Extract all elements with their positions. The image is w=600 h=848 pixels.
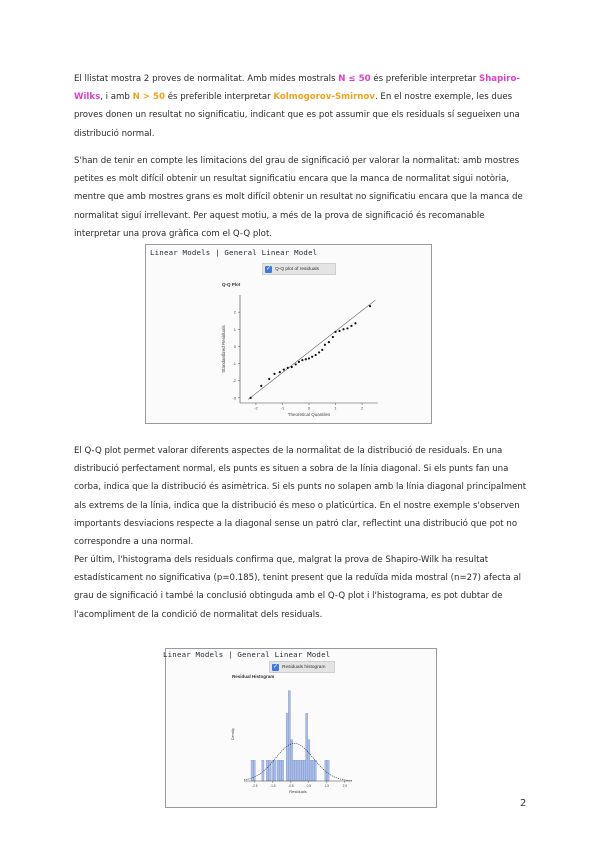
qq-y-tick-label: 2	[233, 309, 236, 315]
qq-point	[298, 361, 300, 363]
qq-x-label: Theoretical Quantiles	[287, 412, 331, 417]
qq-plot-screenshot	[145, 244, 432, 424]
histogram-bar	[253, 760, 255, 781]
qq-y-tick-label: 0	[233, 343, 236, 349]
qq-x-tick-label: 0	[307, 405, 311, 411]
histogram-bar	[295, 760, 297, 781]
histogram-bar	[274, 760, 276, 781]
qq-point	[332, 336, 334, 338]
qq-point	[301, 359, 303, 361]
histogram-bar	[327, 760, 329, 781]
qq-point	[328, 341, 330, 343]
qq-point	[308, 357, 310, 359]
qq-y-label: Standardized Residuals	[221, 325, 226, 373]
histogram-bar	[290, 740, 292, 781]
checkbox-checked-icon[interactable]: ✓	[272, 663, 279, 670]
histogram-bar	[297, 760, 299, 781]
qq-plot-chart	[218, 289, 388, 423]
qq-point	[350, 325, 352, 327]
histogram-screenshot	[165, 648, 437, 808]
paragraph-qq-interpretation: El Q-Q plot permet valorar diferents aspectes de la normalitat de la distribució de residuals. En una distribució perfectament normal, els punts es situen a sobra de la línia diagonal. Si els punts fan una corba, indica que la distribució és asimètrica. Si els punts no solapen amb la línia diagonal principalment als extrems de la línia, indica que la distribució és meso o platicúrtica. En el nostre exemple s'observen importants desviacions respecte a la diagonal sense un patró clar, reflectint una distribució que pot no correspondre a una normal.	[74, 446, 527, 548]
qq-plot-title: Q-Q Plot	[222, 282, 241, 287]
qq-point	[287, 367, 289, 369]
histogram-bar	[299, 760, 301, 781]
shapiro-wilks-highlight: Shapiro-Wilks	[74, 74, 520, 103]
paragraph-normality-tests: El llistat mostra 2 proves de normalitat. Amb mides mostrals N ≤ 50 és preferible interpretar Shapiro-Wilks, i amb N > 50 és preferible interpretar Kolmogorov-Smirnov. En el nostre exemple, les dues proves donen un resultat no significatiu, indicant que es pot assumir que els residuals sí segueixen una distribució normal.	[74, 74, 520, 139]
histogram-bar	[277, 760, 279, 781]
qq-y-tick-label: -3	[232, 395, 236, 401]
histogram-bar	[281, 760, 283, 781]
histogram-bar	[308, 740, 310, 781]
paragraph-limitations: S'han de tenir en compte les limitacions del grau de significació per valorar la normalitat: amb mostres petites es molt difícil obtenir un resultat significatiu encara que la manca de normalitat sigui notòria, mentre que amb mostres grans es molt difícil obtenir un resultat no significatiu encara que la manca de normalitat sigui irrellevant. Per aquest motiu, a més de la prova de significació és recomanable interpretar una prova gràfica com el Q-Q plot.	[74, 156, 523, 239]
hist-x-tick-label: 2.5	[342, 784, 348, 788]
kolmogorov-smirnov-highlight: Kolmogorov-Smirnov	[273, 92, 375, 103]
hist-checkbox-row[interactable]	[269, 661, 335, 673]
qq-y-tick-label: 1	[233, 326, 236, 332]
qq-point	[315, 354, 317, 356]
qq-point	[260, 385, 262, 387]
qq-checkbox-row[interactable]	[262, 263, 336, 275]
qq-y-tick-label: -2	[232, 378, 236, 384]
qq-reference-line	[248, 300, 375, 399]
qq-point	[321, 349, 323, 351]
qq-point	[342, 328, 344, 330]
histogram-bar	[288, 691, 290, 781]
histogram-chart	[226, 681, 356, 805]
qq-point	[324, 344, 326, 346]
qq-screenshot-title: Linear Models | General Linear Model	[150, 248, 318, 257]
hist-plot-title: Residual Histogram	[232, 674, 275, 679]
histogram-bar	[314, 760, 316, 781]
hist-x-tick-label: -0.5	[288, 784, 294, 788]
qq-point	[250, 397, 252, 399]
qq-x-tick-label: 1	[334, 405, 337, 411]
hist-x-tick-label: 1.5	[324, 784, 330, 788]
histogram-bar	[303, 760, 305, 781]
hist-y-label: Density	[231, 728, 235, 740]
qq-point	[338, 330, 340, 332]
qq-point	[273, 373, 275, 375]
page-number: 2	[520, 798, 527, 809]
qq-point	[305, 358, 307, 360]
qq-point	[279, 371, 281, 373]
hist-x-tick-label: -1.5	[270, 784, 276, 788]
qq-y-tick-label: -1	[232, 361, 236, 367]
histogram-bar	[268, 760, 270, 781]
hist-x-tick-label: 0.5	[306, 784, 312, 788]
histogram-bar	[306, 713, 308, 781]
histogram-bar	[266, 760, 268, 781]
paragraph-histogram-conclusion: Per últim, l'histograma dels residuals confirma que, malgrat la prova de Shapiro-Wilk ha resultat estadísticament no significativa (p=0.185), tenint present que la reduïda mida mostral (n=27) afecta al grau de significació i també la conclusió obtinguda amb el Q-Q plot i l'histograma, es pot dubtar de l'acompliment de la condició de normalitat dels residuals.	[74, 555, 522, 620]
histogram-bar	[310, 760, 312, 781]
hist-checkbox-label: Residuals histogram	[282, 664, 326, 670]
qq-point	[295, 363, 297, 365]
histogram-bar	[301, 760, 303, 781]
qq-checkbox-label: Q-Q plot of residuals	[275, 266, 319, 272]
qq-point	[268, 378, 270, 380]
histogram-bar	[312, 760, 314, 781]
qq-point	[354, 322, 356, 324]
histogram-bar	[293, 760, 295, 781]
qq-point	[318, 351, 320, 353]
n-small-highlight: N ≤ 50	[338, 74, 371, 84]
qq-point	[283, 368, 285, 370]
qq-point	[334, 331, 336, 333]
checkbox-checked-icon[interactable]: ✓	[265, 265, 272, 272]
histogram-bar	[272, 760, 274, 781]
qq-x-tick-label: -1	[280, 405, 285, 411]
qq-x-tick-label: 2	[360, 405, 364, 411]
qq-point	[346, 327, 348, 329]
qq-point	[311, 356, 313, 358]
histogram-bar	[279, 760, 281, 781]
qq-point	[369, 305, 371, 307]
hist-screenshot-title: Linear Models | General Linear Model	[163, 650, 331, 659]
n-large-highlight: N > 50	[132, 92, 165, 103]
qq-x-tick-label: -2	[254, 405, 258, 411]
hist-x-tick-label: -2.5	[252, 784, 258, 788]
hist-x-label: Residuals	[289, 789, 307, 794]
histogram-bar	[286, 713, 288, 781]
qq-point	[291, 366, 293, 368]
